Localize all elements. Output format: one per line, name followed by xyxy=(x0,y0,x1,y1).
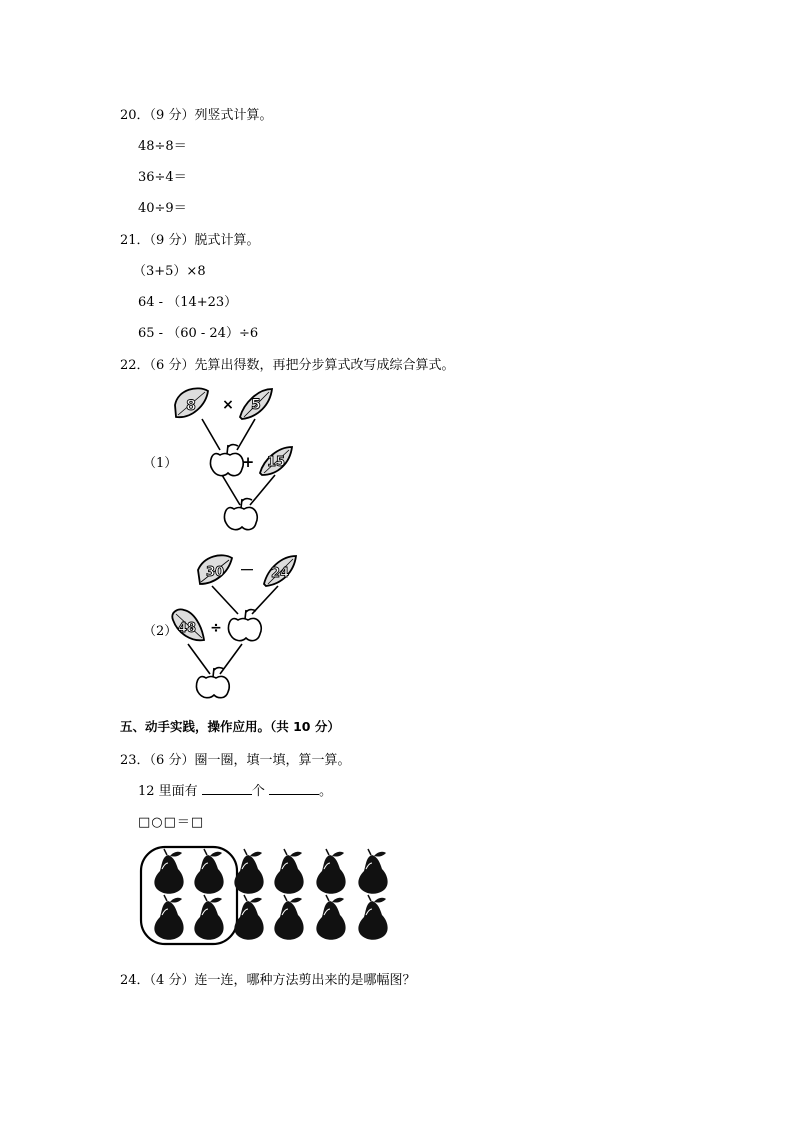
pear-icon xyxy=(274,895,303,940)
q20-item-1: 48÷8＝ xyxy=(138,139,187,154)
leaf-icon xyxy=(240,389,272,419)
pear-icon xyxy=(234,895,263,940)
pear-icon xyxy=(358,849,387,894)
q23-pear-figure xyxy=(138,843,393,948)
q23-title: 23．（6 分）圈一圈，填一填，算一算。 xyxy=(120,753,351,768)
leaf-number: 15 xyxy=(266,455,286,470)
q23-sentence xyxy=(138,780,332,799)
pear-icon xyxy=(274,849,303,894)
q22-fig1-label: （1） xyxy=(143,456,178,471)
operator-plus: + xyxy=(241,453,255,471)
leaf-number: 48 xyxy=(177,621,197,636)
q23-sentence-start: 12 里面有 xyxy=(138,784,198,799)
apple-icon xyxy=(196,668,229,698)
section5-title: 五、动手实践，操作应用。（共 10 分） xyxy=(120,719,340,734)
q23-sentence-mid: 个 xyxy=(251,784,265,799)
leaf-icon xyxy=(172,609,204,640)
leaf-number: 24 xyxy=(270,566,290,581)
q22-title: 22．（6 分）先算出得数，再把分步算式改写成综合算式。 xyxy=(120,358,455,373)
q22-fig2-label: （2） xyxy=(143,624,178,639)
pear-icon xyxy=(234,849,263,894)
q23-formula[interactable]: □○□＝□ xyxy=(138,815,205,830)
operator-minus: － xyxy=(239,561,255,579)
operator-multiply: × xyxy=(222,397,234,413)
leaf-icon xyxy=(175,388,208,417)
leaf-icon xyxy=(260,447,292,475)
leaf-number: 8 xyxy=(186,398,196,414)
q23-sentence-end: 。 xyxy=(318,784,332,799)
q21-item-1: （3+5）×8 xyxy=(133,264,206,279)
pear-icon xyxy=(316,895,345,940)
answer-blank-2[interactable] xyxy=(269,784,319,795)
q21-title: 21．（9 分）脱式计算。 xyxy=(120,233,260,248)
pear-icons xyxy=(154,849,387,940)
q22-fig2-diagram xyxy=(170,550,300,700)
operator-divide: ÷ xyxy=(210,620,222,636)
q20-title: 20．（9 分）列竖式计算。 xyxy=(120,108,273,123)
pear-icon xyxy=(194,895,223,940)
q21-item-3: 65 - （60 - 24）÷6 xyxy=(138,326,259,341)
pear-icon xyxy=(358,895,387,940)
q20-item-2: 36÷4＝ xyxy=(138,170,187,185)
q20-item-3: 40÷9＝ xyxy=(138,201,187,216)
q22-fig1-diagram xyxy=(170,383,300,533)
pear-icon xyxy=(154,895,183,940)
leaf-icon xyxy=(264,556,296,586)
leaf-number: 30 xyxy=(205,565,225,580)
q21-item-2: 64 - （14+23） xyxy=(138,295,238,310)
q24-title: 24．（4 分）连一连，哪种方法剪出来的是哪幅图？ xyxy=(120,973,416,988)
pear-icon xyxy=(154,849,183,894)
leaf-icon xyxy=(198,555,232,584)
pear-icon xyxy=(194,849,223,894)
pear-icon xyxy=(316,849,345,894)
answer-blank-1[interactable] xyxy=(202,784,252,795)
apple-icon xyxy=(228,610,261,641)
leaf-number: 5 xyxy=(251,397,261,413)
